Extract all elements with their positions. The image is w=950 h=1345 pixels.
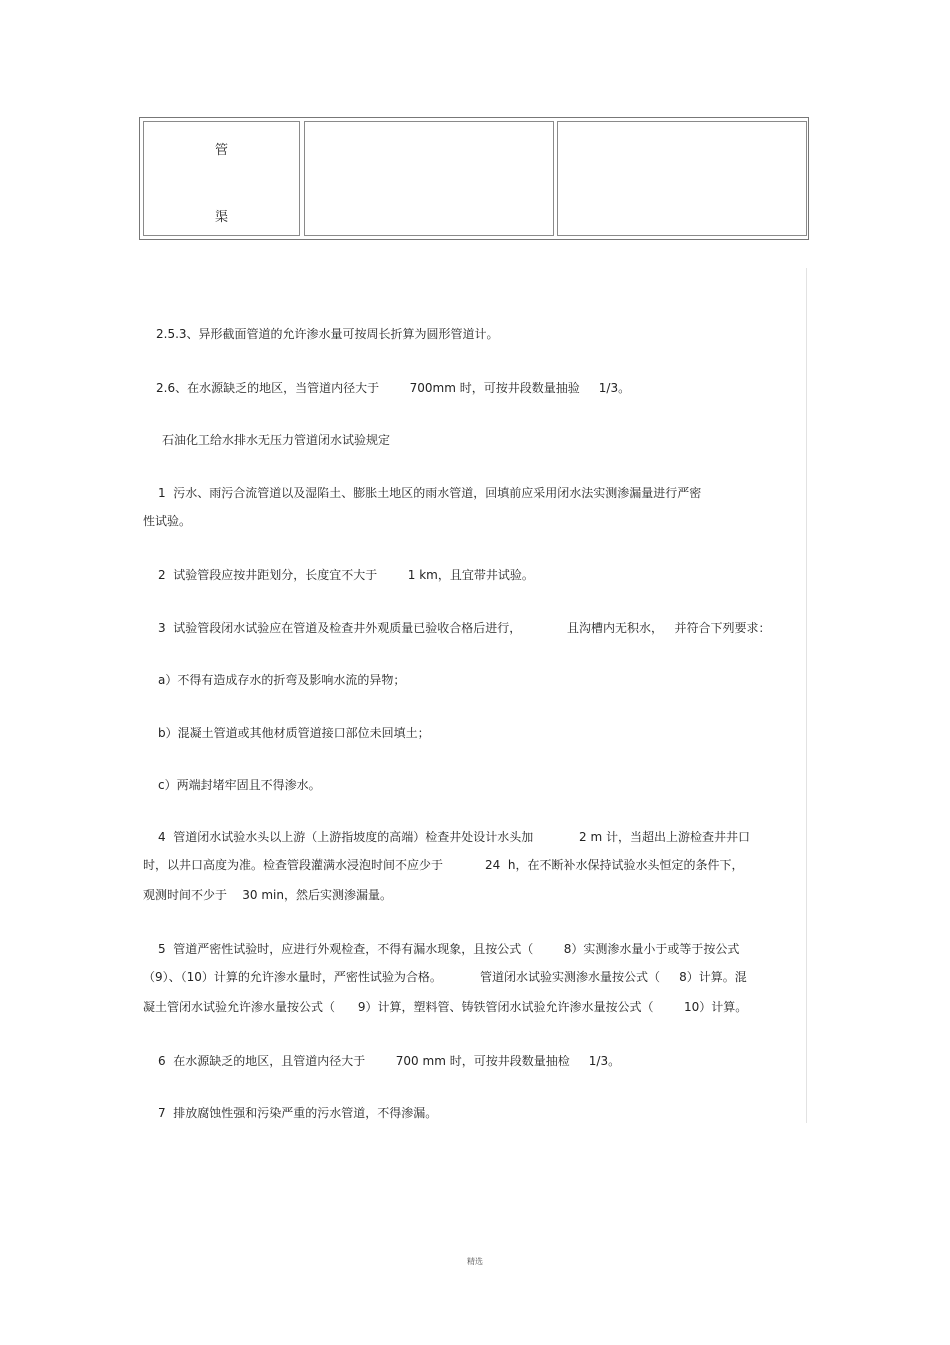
text-line: b）混凝土管道或其他材质管道接口部位未回填土；: [158, 726, 430, 740]
text-line: 6 在水源缺乏的地区，且管道内径大于 700 mm 时，可按井段数量抽检 1/3。: [158, 1054, 621, 1068]
text-line: 4 管道闭水试验水头以上游（上游指坡度的高端）检查井处设计水头加 2 m 计，当超出上游检查井井口: [158, 830, 750, 844]
page-footer: 精选: [467, 1257, 483, 1266]
text-line: （9）、（10）计算的允许渗水量时，严密性试验为合格。 管道闭水试验实测渗水量按公式（ 8）计算。混: [143, 970, 747, 984]
text-line: 2.5.3、异形截面管道的允许渗水量可按周长折算为圆形管道计。: [156, 327, 499, 341]
text-line: 1 污水、雨污合流管道以及湿陷土、膨胀土地区的雨水管道，回填前应采用闭水法实测渗漏量进行严密: [158, 486, 702, 500]
text-line: 凝土管闭水试验允许渗水量按公式（ 9）计算，塑料管、铸铁管闭水试验允许渗水量按公式（ 10）计算。: [143, 1000, 748, 1014]
header-table: [139, 117, 809, 240]
table-cell-empty-2: [557, 121, 807, 236]
text-line: a）不得有造成存水的折弯及影响水流的异物；: [158, 673, 406, 687]
text-line: 7 排放腐蚀性强和污染严重的污水管道，不得渗漏。: [158, 1106, 438, 1120]
section-heading: 石油化工给水排水无压力管道闭水试验规定: [162, 433, 391, 447]
text-line: 时，以井口高度为准。检查管段灌满水浸泡时间不应少于 24 h，在不断补水保持试验水头恒定的条件下，: [143, 858, 744, 872]
text-line: 性试验。: [143, 514, 192, 528]
text-line: 观测时间不少于 30 min，然后实测渗漏量。: [143, 888, 392, 902]
table-cell-char-bottom: 渠: [214, 210, 228, 225]
text-line: 5 管道严密性试验时，应进行外观检查，不得有漏水现象，且按公式（ 8）实测渗水量小于或等于按公式: [158, 942, 740, 956]
text-line: 2 试验管段应按井距划分，长度宜不大于 1 km，且宜带井试验。: [158, 568, 534, 582]
table-cell-char-top: 管: [214, 143, 228, 158]
right-margin-rule: [806, 268, 807, 1123]
table-cell-empty-1: [304, 121, 554, 236]
table-cell-category: [143, 121, 300, 236]
text-line: c）两端封堵牢固且不得渗水。: [158, 778, 321, 792]
text-line: 3 试验管段闭水试验应在管道及检查井外观质量已验收合格后进行， 且沟槽内无积水， 并符合下列要求：: [158, 621, 771, 635]
text-line: 2.6、在水源缺乏的地区，当管道内径大于 700mm 时，可按井段数量抽验 1/3。: [156, 381, 631, 395]
